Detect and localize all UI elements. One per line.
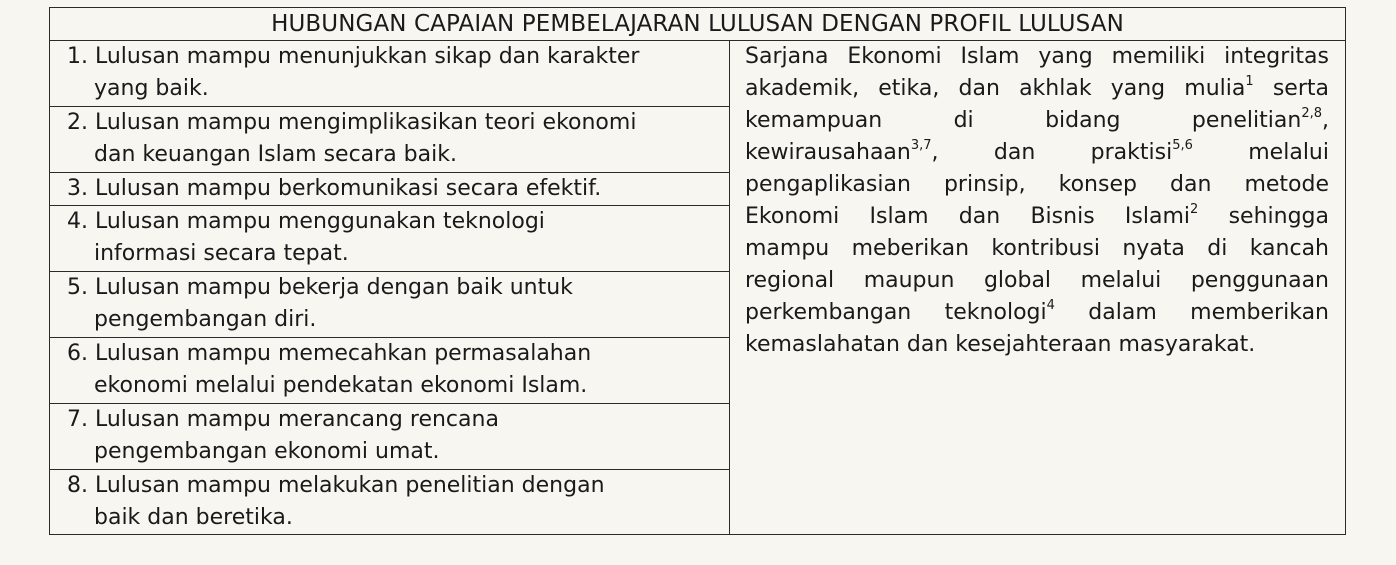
profil-text: , xyxy=(1322,108,1329,133)
cpl-item-7-line-1: 7. Lulusan mampu merancang rencana xyxy=(67,407,499,432)
profil-line-2 xyxy=(745,73,1329,105)
profil-text: kewirausahaan xyxy=(745,140,911,165)
profil-line-4 xyxy=(745,137,1329,169)
cpl-item-1 xyxy=(50,41,729,107)
footnote-marker: 1 xyxy=(1245,74,1254,89)
profil-line-10 xyxy=(745,329,1329,361)
profil-text: regional maupun global melalui penggunaan xyxy=(745,268,1329,293)
cpl-item-5-line-2: pengembangan diri. xyxy=(94,307,317,332)
profil-text: mampu meberikan kontribusi nyata di kancah xyxy=(745,236,1329,261)
profil-text: Sarjana Ekonomi Islam yang memiliki integritas xyxy=(745,44,1329,69)
profil-text: dalam memberikan xyxy=(1054,300,1329,325)
cpl-item-2-line-1: 2. Lulusan mampu mengimplikasikan teori ekonomi xyxy=(67,110,637,135)
profil-text: akademik, etika, dan akhlak yang mulia xyxy=(745,76,1246,101)
profil-text: perkembangan teknologi xyxy=(745,300,1047,325)
footnote-marker: 2,8 xyxy=(1301,106,1322,121)
cpl-item-5 xyxy=(50,272,729,338)
cpl-item-1-line-2: yang baik. xyxy=(94,76,209,101)
profil-text: kemaslahatan dan kesejahteraan masyarakat. xyxy=(745,332,1256,357)
profil-text: pengaplikasian prinsip, konsep dan metode xyxy=(745,172,1329,197)
profil-text: , dan praktisi xyxy=(931,140,1173,165)
profil-line-6 xyxy=(745,201,1329,233)
profil-line-5 xyxy=(745,169,1329,201)
cpl-item-5-line-1: 5. Lulusan mampu bekerja dengan baik untuk xyxy=(67,275,573,300)
cpl-item-6 xyxy=(50,338,729,404)
profil-line-1 xyxy=(745,41,1329,73)
cpl-item-4-line-1: 4. Lulusan mampu menggunakan teknologi xyxy=(67,209,545,234)
cpl-profile-table xyxy=(49,7,1346,535)
cpl-item-2-line-2: dan keuangan Islam secara baik. xyxy=(94,142,457,167)
profil-line-3 xyxy=(745,105,1329,137)
profil-text: Ekonomi Islam dan Bisnis Islami xyxy=(745,204,1191,229)
profil-text: melalui xyxy=(1192,140,1329,165)
footnote-marker: 2 xyxy=(1190,202,1199,217)
table-title: HUBUNGAN CAPAIAN PEMBELAJARAN LULUSAN DENGAN PROFIL LULUSAN xyxy=(50,8,1345,41)
profil-text: serta xyxy=(1253,76,1329,101)
cpl-item-3-line-1: 3. Lulusan mampu berkomunikasi secara efektif. xyxy=(67,176,602,201)
cpl-item-6-line-1: 6. Lulusan mampu memecahkan permasalahan xyxy=(67,341,592,366)
cpl-item-2 xyxy=(50,107,729,173)
cpl-item-4 xyxy=(50,206,729,272)
cpl-item-3 xyxy=(50,173,729,206)
cpl-item-8 xyxy=(50,470,729,536)
profil-line-9 xyxy=(745,297,1329,329)
cpl-item-1-line-1: 1. Lulusan mampu menunjukkan sikap dan karakter xyxy=(67,44,640,69)
footnote-marker: 4 xyxy=(1046,298,1055,313)
profil-lulusan-text xyxy=(745,41,1329,361)
cpl-column xyxy=(50,41,730,534)
cpl-item-8-line-1: 8. Lulusan mampu melakukan penelitian dengan xyxy=(67,473,605,498)
profil-line-8 xyxy=(745,265,1329,297)
profil-text: sehingga xyxy=(1198,204,1330,229)
footnote-marker: 5,6 xyxy=(1172,138,1193,153)
profil-line-7 xyxy=(745,233,1329,265)
cpl-item-7-line-2: pengembangan ekonomi umat. xyxy=(94,439,440,464)
cpl-item-8-line-2: baik dan beretika. xyxy=(94,505,293,530)
footnote-marker: 3,7 xyxy=(910,138,932,153)
profil-text: kemampuan di bidang penelitian xyxy=(745,108,1302,133)
cpl-item-7 xyxy=(50,404,729,470)
cpl-item-4-line-2: informasi secara tepat. xyxy=(94,241,349,266)
cpl-item-6-line-2: ekonomi melalui pendekatan ekonomi Islam. xyxy=(94,373,588,398)
